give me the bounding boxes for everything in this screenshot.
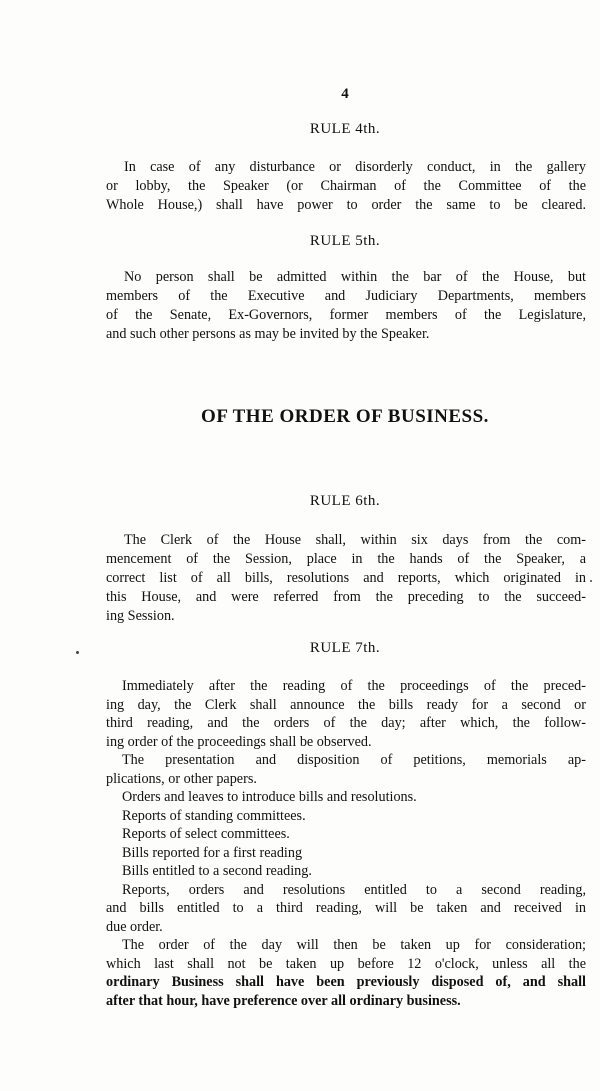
rule-7-heading: RULE 7th.: [309, 640, 381, 656]
rule-7-line: and bills entitled to a third reading, will be taken and received in: [106, 900, 586, 916]
print-speck: [76, 651, 79, 654]
rule-5-heading: RULE 5th.: [309, 233, 381, 249]
rule-4-heading: RULE 4th.: [309, 121, 381, 137]
rule-7-line: Reports of standing committees.: [122, 807, 306, 824]
rule-7-line: Immediately after the reading of the proceedings of the preced-: [122, 678, 586, 694]
rule-5-line: members of the Executive and Judiciary Departments, members: [106, 288, 586, 304]
rule-6-line: correct list of all bills, resolutions and reports, which originated in: [106, 570, 586, 586]
rule-7-line: Reports of select committees.: [122, 826, 290, 842]
rule-4-line: In case of any disturbance or disorderly conduct, in the gallery: [124, 159, 586, 175]
rule-5-line: and such other persons as may be invited by the Speaker.: [106, 326, 430, 342]
rule-5-line: No person shall be admitted within the bar of the House, but: [124, 269, 586, 285]
rule-7-line: The order of the day will then be taken up for consideration;: [122, 937, 586, 953]
section-title: OF THE ORDER OF BUSINESS.: [201, 406, 489, 427]
rule-7-line: ing day, the Clerk shall announce the bills ready for a second or: [106, 696, 586, 713]
rule-7-line: Reports, orders and resolutions entitled to a second reading,: [122, 881, 586, 898]
rule-7-line: which last shall not be taken up before 12 o'clock, unless all the: [106, 955, 586, 972]
rule-7-line: Orders and leaves to introduce bills and resolutions.: [122, 789, 417, 805]
rule-6-line: ing Session.: [106, 608, 175, 624]
rule-6-line: this House, and were referred from the preceding to the succeed-: [106, 589, 586, 605]
rule-7-line: The presentation and disposition of petitions, memorials ap-: [122, 752, 586, 768]
rule-7-line: plications, or other papers.: [106, 770, 257, 787]
rule-5-text: [106, 268, 586, 344]
rule-7-line: due order.: [106, 918, 163, 935]
rule-7-line: after that hour, have preference over all ordinary business.: [106, 992, 461, 1009]
rule-7-line: Bills entitled to a second reading.: [122, 863, 312, 879]
rule-7-line: third reading, and the orders of the day; after which, the follow-: [106, 715, 586, 731]
page-number: 4: [341, 86, 349, 102]
rule-6-heading: RULE 6th.: [309, 493, 381, 509]
rule-6-line: The Clerk of the House shall, within six days from the com-: [124, 532, 586, 548]
rule-6-line: mencement of the Session, place in the hands of the Speaker, a: [106, 551, 586, 567]
rule-5-line: of the Senate, Ex-Governors, former members of the Legislature,: [106, 307, 586, 323]
rule-7-line: ordinary Business shall have been previously disposed of, and shall: [106, 974, 586, 990]
print-speck: [590, 580, 592, 582]
rule-7-line: Bills reported for a first reading: [122, 844, 303, 861]
rule-4-text: [106, 158, 586, 215]
rule-4-line: or lobby, the Speaker (or Chairman of the Committee of the: [106, 178, 586, 194]
rule-7-line: ing order of the proceedings shall be observed.: [106, 733, 372, 750]
rule-4-line: Whole House,) shall have power to order the same to be cleared.: [106, 197, 586, 213]
rule-7-text: [106, 677, 586, 1010]
rule-6-text: [106, 531, 586, 626]
